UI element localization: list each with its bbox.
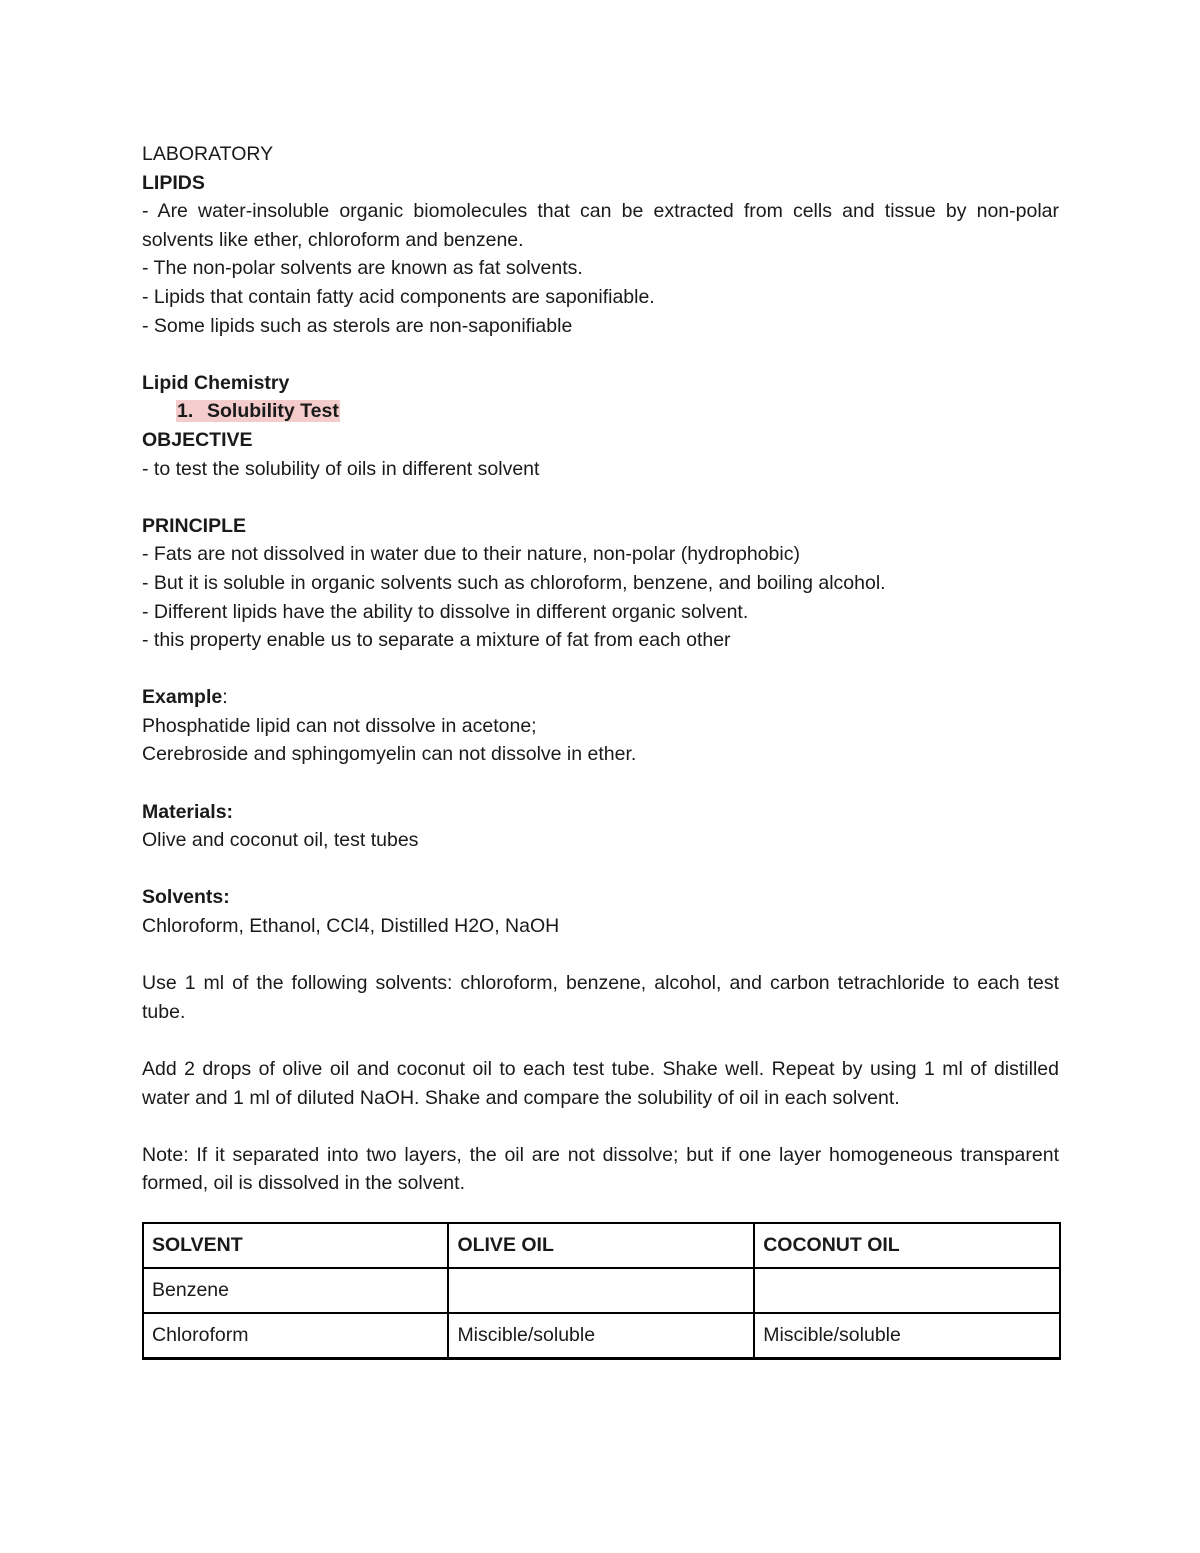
lipid-chemistry-heading: Lipid Chemistry	[142, 371, 290, 394]
example-line: Phosphatide lipid can not dissolve in acetone;	[142, 714, 537, 737]
objective-text: - to test the solubility of oils in different solvent	[142, 457, 540, 480]
principle-point: - Fats are not dissolved in water due to their nature, non-polar (hydrophobic)	[142, 543, 800, 566]
table-header-cell: SOLVENT	[143, 1223, 448, 1268]
table-cell	[754, 1268, 1060, 1313]
principle-point: - this property enable us to separate a mixture of fat from each other	[142, 629, 731, 652]
procedure-step-2: Add 2 drops of olive oil and coconut oil to each test tube. Shake well. Repeat by using 1 ml of distilled water and 1 ml of diluted NaOH. Shake and compare the solubility of oil in each solvent.	[142, 1058, 1065, 1109]
solvents-heading: Solvents:	[142, 886, 230, 909]
table-row	[143, 1313, 1060, 1359]
table-cell: Miscible/soluble	[448, 1313, 754, 1359]
principle-point: - Different lipids have the ability to dissolve in different organic solvent.	[142, 600, 749, 623]
materials-heading: Materials:	[142, 800, 234, 823]
table-cell: Miscible/soluble	[754, 1313, 1060, 1359]
solvents-text: Chloroform, Ethanol, CCl4, Distilled H2O, NaOH	[142, 915, 560, 938]
list-number: 1.	[177, 400, 194, 423]
document-body	[142, 140, 1065, 1198]
procedure-note: Note: If it separated into two layers, the oil are not dissolve; but if one layer homogeneous transparent formed, oil is dissolved in the solvent.	[142, 1143, 1065, 1195]
lipids-point: - Lipids that contain fatty acid components are saponifiable.	[142, 285, 655, 308]
table-cell	[448, 1268, 754, 1313]
example-heading-line	[142, 683, 1059, 712]
example-heading: Example	[142, 686, 223, 709]
table-header-row	[143, 1223, 1060, 1268]
example-colon: :	[222, 686, 228, 709]
solubility-results-table	[142, 1222, 1061, 1360]
objective-heading: OBJECTIVE	[142, 428, 253, 451]
principle-heading: PRINCIPLE	[142, 514, 247, 537]
lipids-heading: LIPIDS	[142, 171, 205, 194]
solubility-test-highlight	[176, 400, 340, 422]
table-cell: Benzene	[143, 1268, 448, 1313]
principle-point: - But it is soluble in organic solvents such as chloroform, benzene, and boiling alcohol.	[142, 571, 886, 594]
table-cell: Chloroform	[143, 1313, 448, 1359]
lipids-point: - The non-polar solvents are known as fat solvents.	[142, 257, 583, 280]
lipids-point: - Are water-insoluble organic biomolecules that can be extracted from cells and tissue by non-polar solvents like ether, chloroform and benzene.	[142, 200, 1065, 251]
doc-title: LABORATORY	[142, 143, 274, 165]
materials-text: Olive and coconut oil, test tubes	[142, 829, 419, 852]
example-line: Cerebroside and sphingomyelin can not dissolve in ether.	[142, 743, 637, 766]
list-label: Solubility Test	[207, 400, 339, 423]
table-header-cell: COCONUT OIL	[754, 1223, 1060, 1268]
table-header-cell: OLIVE OIL	[448, 1223, 754, 1268]
procedure-step-1: Use 1 ml of the following solvents: chloroform, benzene, alcohol, and carbon tetrachloride to each test tube.	[142, 972, 1065, 1023]
table-row	[143, 1268, 1060, 1313]
solubility-test-item	[142, 397, 1059, 426]
lipids-point: - Some lipids such as sterols are non-saponifiable	[142, 314, 573, 337]
